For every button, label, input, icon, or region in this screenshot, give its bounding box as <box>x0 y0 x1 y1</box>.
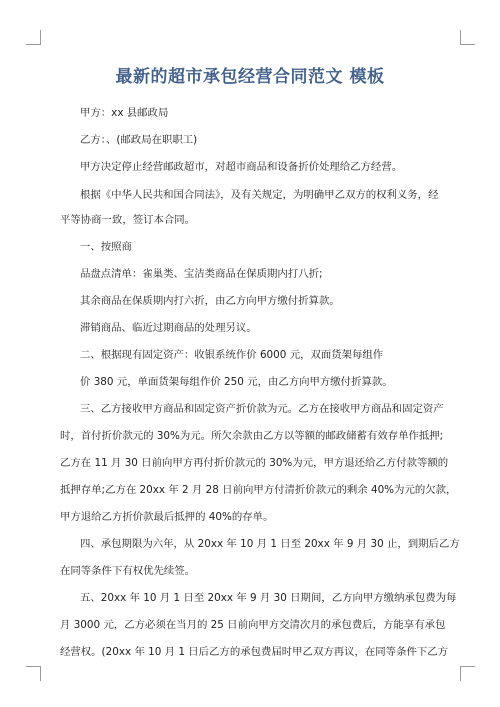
paragraph-line: 价 380 元，单面货架每组作价 250 元，由乙方向甲方缴付折算款。 <box>80 376 393 388</box>
paragraph-line: 甲方决定停止经营邮政超市，对超市商品和设备折价处理给乙方经营。 <box>80 161 403 173</box>
party-b-line: 乙方：、(邮政局在职职工) <box>80 134 198 146</box>
crop-mark-top-right <box>460 30 475 45</box>
paragraph-line: 乙方在 11 月 30 日前向甲方再付折价款元的 30%为元，甲方退还给乙方付款等额的 <box>60 457 449 469</box>
paragraph-line: 平等协商一致，签订本合同。 <box>60 214 196 226</box>
paragraph-line: 甲方退给乙方折价款最后抵押的 40%的存单。 <box>60 511 274 523</box>
paragraph-line: 时，首付折价款元的 30%为元。所欠余款由乙方以等额的邮政储蓄有效存单作抵押; <box>60 430 444 442</box>
party-a-line: 甲方：xx 县邮政局 <box>80 107 169 119</box>
crop-mark-top-left <box>26 30 41 45</box>
section-heading: 三、乙方接收甲方商品和固定资产折价款为元。乙方在接收甲方商品和固定资产 <box>80 403 444 415</box>
document-title: 最新的超市承包经营合同范文 模板 <box>115 67 385 87</box>
paragraph-line: 抵押存单;乙方在 20xx 年 2 月 28 日前向甲方付清折价款元的剩余 40%为元的欠款， <box>60 484 457 496</box>
paragraph-line: 滞销商品、临近过期商品的处理另议。 <box>80 322 257 334</box>
crop-mark-bottom-left <box>26 666 41 681</box>
section-heading: 五、20xx 年 10 月 1 日至 20xx 年 9 月 30 日期间，乙方向甲方缴纳承包费为每 <box>80 592 457 604</box>
section-heading: 一、按照商 <box>80 241 132 253</box>
paragraph-line: 其余商品在保质期内打六折，由乙方向甲方缴付折算款。 <box>80 295 340 307</box>
paragraph-line: 品盘点清单：雀巢类、宝洁类商品在保质期内打八折; <box>80 268 323 280</box>
paragraph-line: 月 3000 元，乙方必须在当月的 25 日前向甲方交清次月的承包费后，方能享有承包 <box>60 619 446 631</box>
section-heading: 四、承包期限为六年，从 20xx 年 10 月 1 日至 20xx 年 9 月 30 止，到期后乙方 <box>80 538 460 550</box>
section-heading: 二、根据现有固定资产：收银系统作价 6000 元，双面货架每组作 <box>80 349 384 361</box>
paragraph-line: 经营权。(20xx 年 10 月 1 日后乙方的承包费届时甲乙双方再议，在同等条件下乙方 <box>60 646 449 658</box>
paragraph-line: 根据《中华人民共和国合同法》，及有关规定，为明确甲乙双方的权利义务，经 <box>80 189 439 201</box>
paragraph-line: 在同等条件下有权优先续签。 <box>60 565 196 577</box>
crop-mark-bottom-right <box>460 666 475 681</box>
